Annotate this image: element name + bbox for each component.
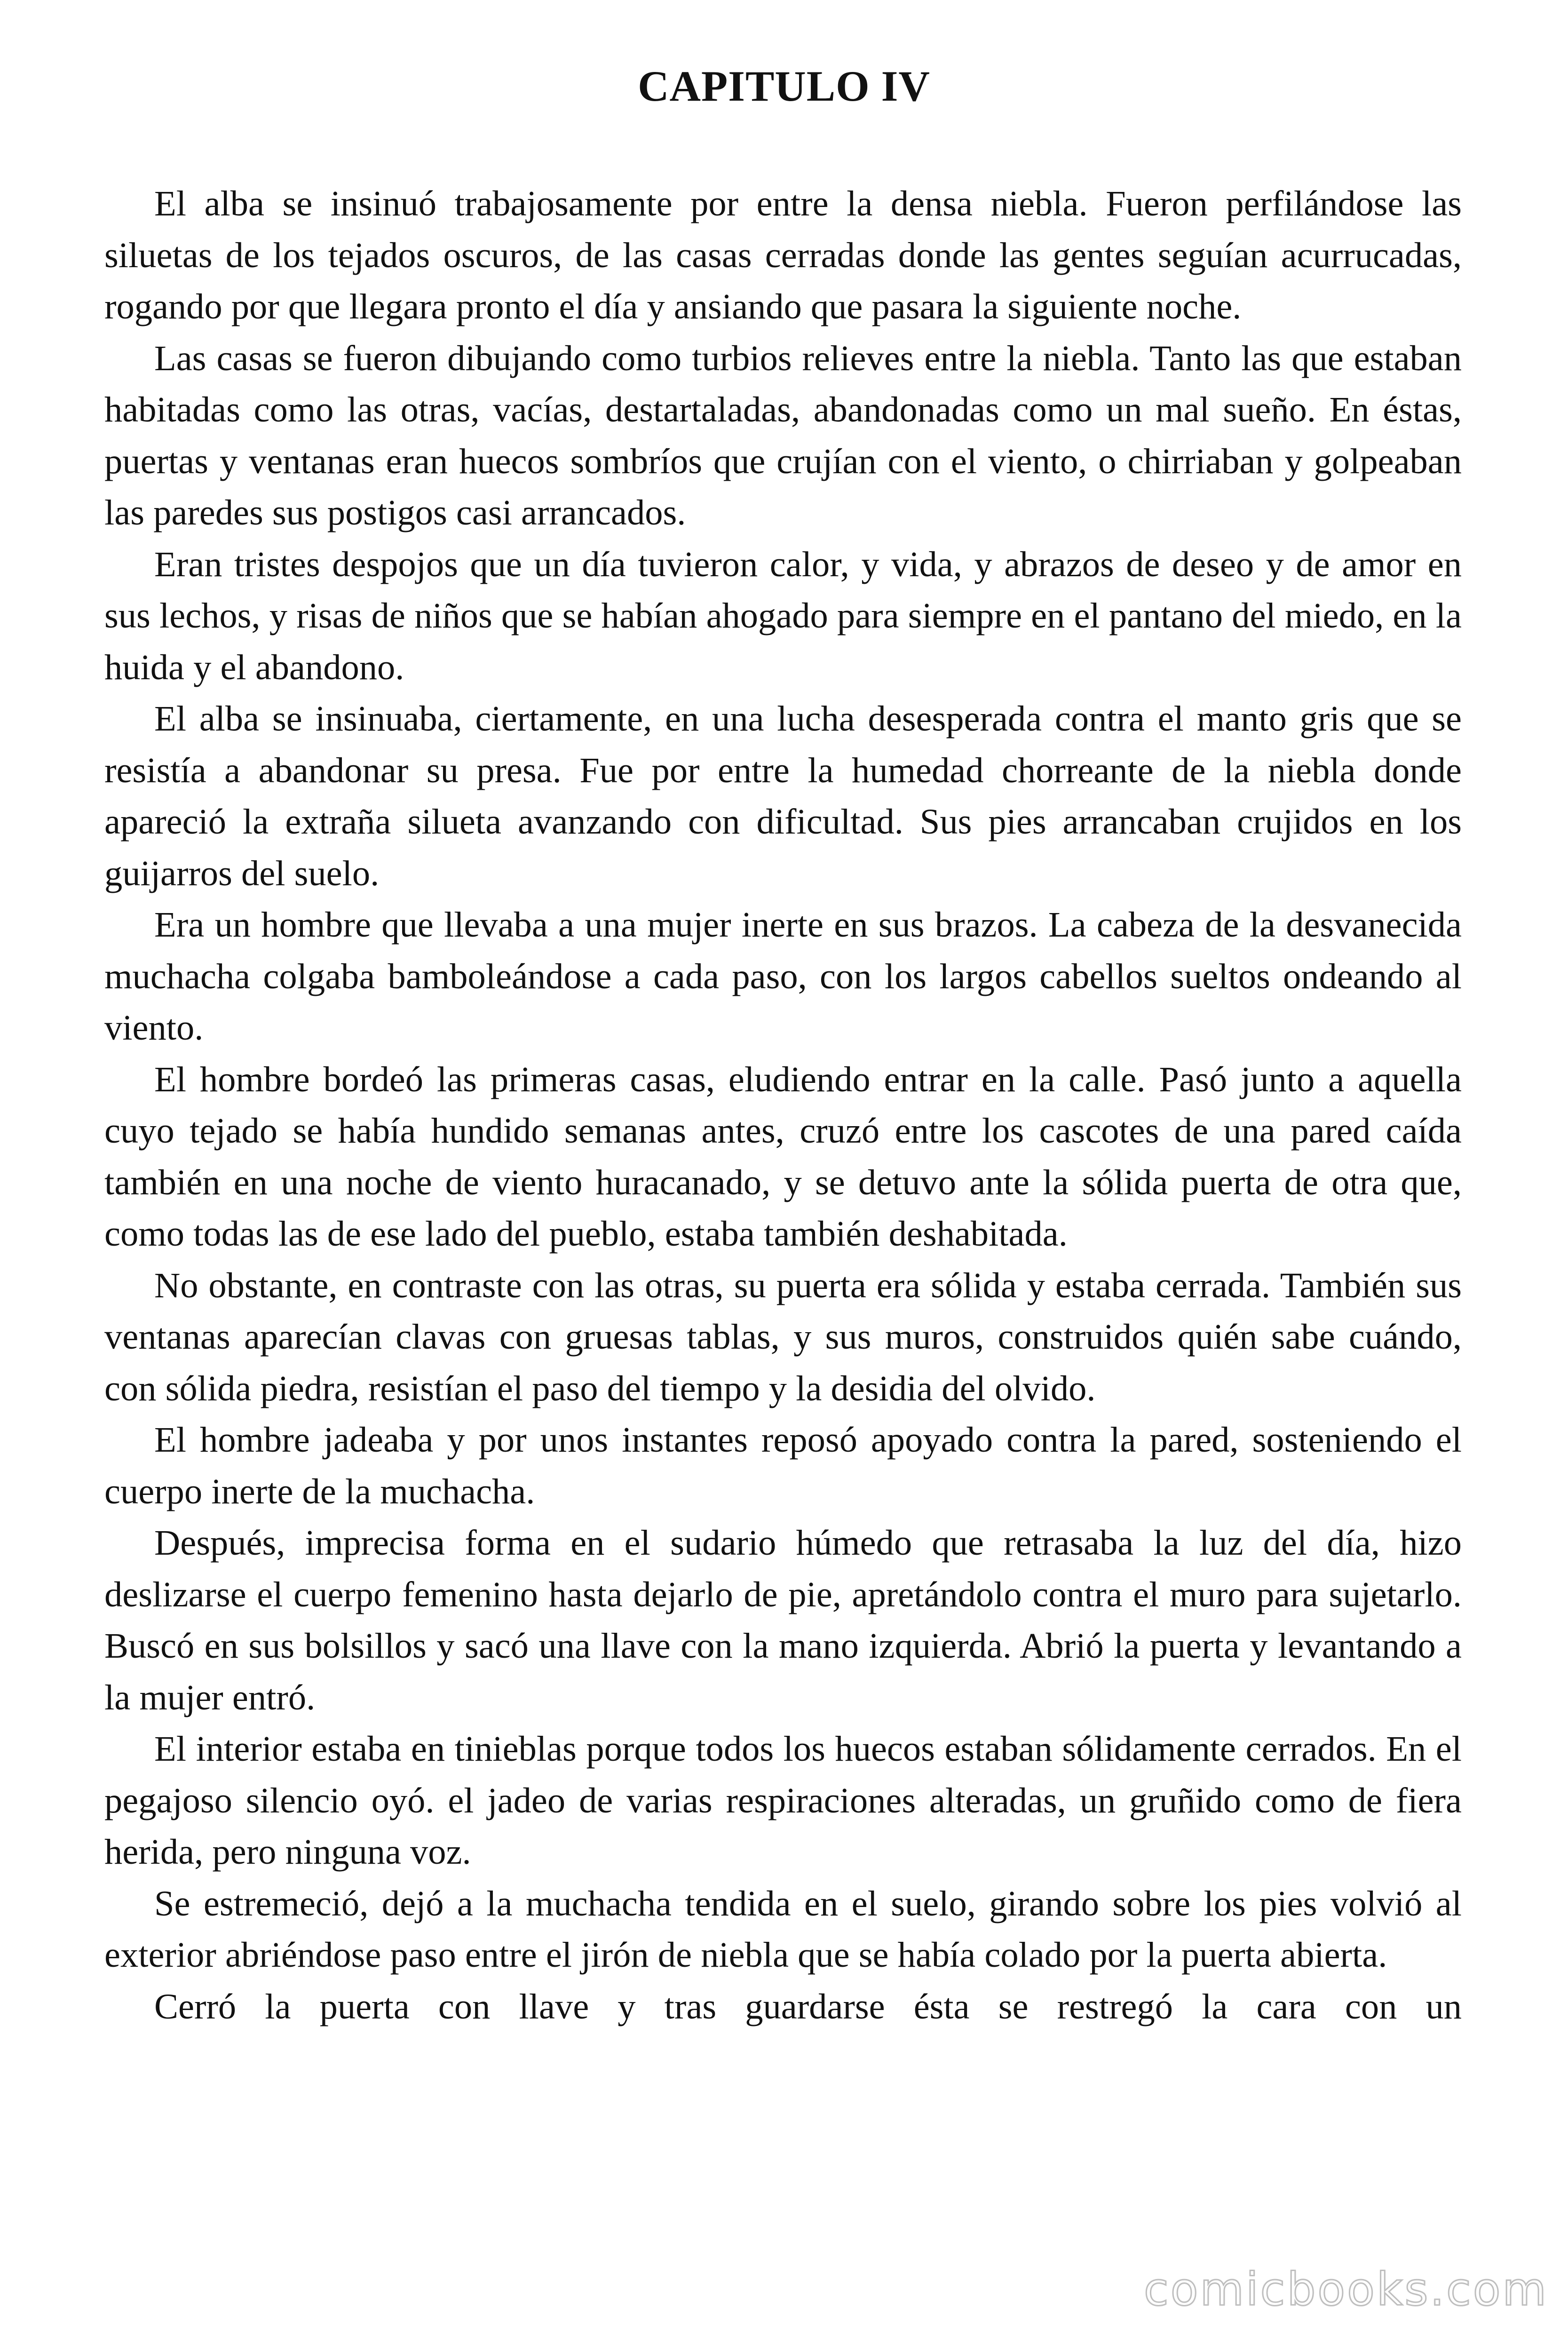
paragraph: El alba se insinuaba, ciertamente, en una lucha desesperada contra el manto gris que se resistía a abandonar su presa. Fue por entre la humedad chorreante de la niebla donde apareció la extraña silueta avanzando con dificultad. Sus pies arrancaban crujidos en los guijarros del suelo.: [104, 699, 1462, 893]
paragraph: El interior estaba en tinieblas porque todos los huecos estaban sólidamente cerrados. En el pegajoso silencio oyó. el jadeo de varias respiraciones alteradas, un gruñido como de fiera herida, pero ninguna voz.: [104, 1729, 1462, 1872]
paragraph-continued: Cerró la puerta con llave y tras guardarse ésta se restregó la cara con un: [154, 1986, 1462, 2026]
paragraph: El alba se insinuó trabajosamente por entre la densa niebla. Fueron perfilándose las siluetas de los tejados oscuros, de las casas cerradas donde las gentes seguían acurrucadas, rogando por que llegara pronto el día y ansiando que pasara la siguiente noche.: [104, 183, 1462, 326]
chapter-title: CAPITULO IV: [638, 62, 930, 110]
paragraph: Eran tristes despojos que un día tuvieron calor, y vida, y abrazos de deseo y de amor en sus lechos, y risas de niños que se habían ahogado para siempre en el pantano del miedo, en la huida y el abandono.: [104, 544, 1462, 687]
chapter-body: [104, 178, 1462, 2032]
paragraph: Era un hombre que llevaba a una mujer inerte en sus brazos. La cabeza de la desvanecida muchacha colgaba bamboleándose a cada paso, con los largos cabellos sueltos ondeando al viento.: [104, 905, 1462, 1048]
paragraph: El hombre jadeaba y por unos instantes reposó apoyado contra la pared, sosteniendo el cuerpo inerte de la muchacha.: [104, 1420, 1462, 1511]
watermark: comicbooks.com: [1143, 2263, 1548, 2316]
paragraph: Se estremeció, dejó a la muchacha tendida en el suelo, girando sobre los pies volvió al exterior abriéndose paso entre el jirón de niebla que se había colado por la puerta abierta.: [104, 1883, 1462, 1975]
paragraph: No obstante, en contraste con las otras, su puerta era sólida y estaba cerrada. También sus ventanas aparecían clavas con gruesas tablas, y sus muros, construidos quién sabe cuándo, con sólida piedra, resistían el paso del tiempo y la desidia del olvido.: [104, 1265, 1462, 1408]
paragraph: El hombre bordeó las primeras casas, eludiendo entrar en la calle. Pasó junto a aquella cuyo tejado se había hundido semanas antes, cruzó entre los cascotes de una pared caída también en una noche de viento huracanado, y se detuvo ante la sólida puerta de otra que, como todas las de ese lado del pueblo, estaba también deshabitada.: [104, 1059, 1462, 1254]
paragraph: Después, imprecisa forma en el sudario húmedo que retrasaba la luz del día, hizo deslizarse el cuerpo femenino hasta dejarlo de pie, apretándolo contra el muro para sujetarlo. Buscó en sus bolsillos y sacó una llave con la mano izquierda. Abrió la puerta y levantando a la mujer entró.: [104, 1523, 1462, 1717]
paragraph: Las casas se fueron dibujando como turbios relieves entre la niebla. Tanto las que estaban habitadas como las otras, vacías, destartaladas, abandonadas como un mal sueño. En éstas, puertas y ventanas eran huecos sombríos que crujían con el viento, o chirriaban y golpeaban las paredes sus postigos casi arrancados.: [104, 338, 1462, 532]
